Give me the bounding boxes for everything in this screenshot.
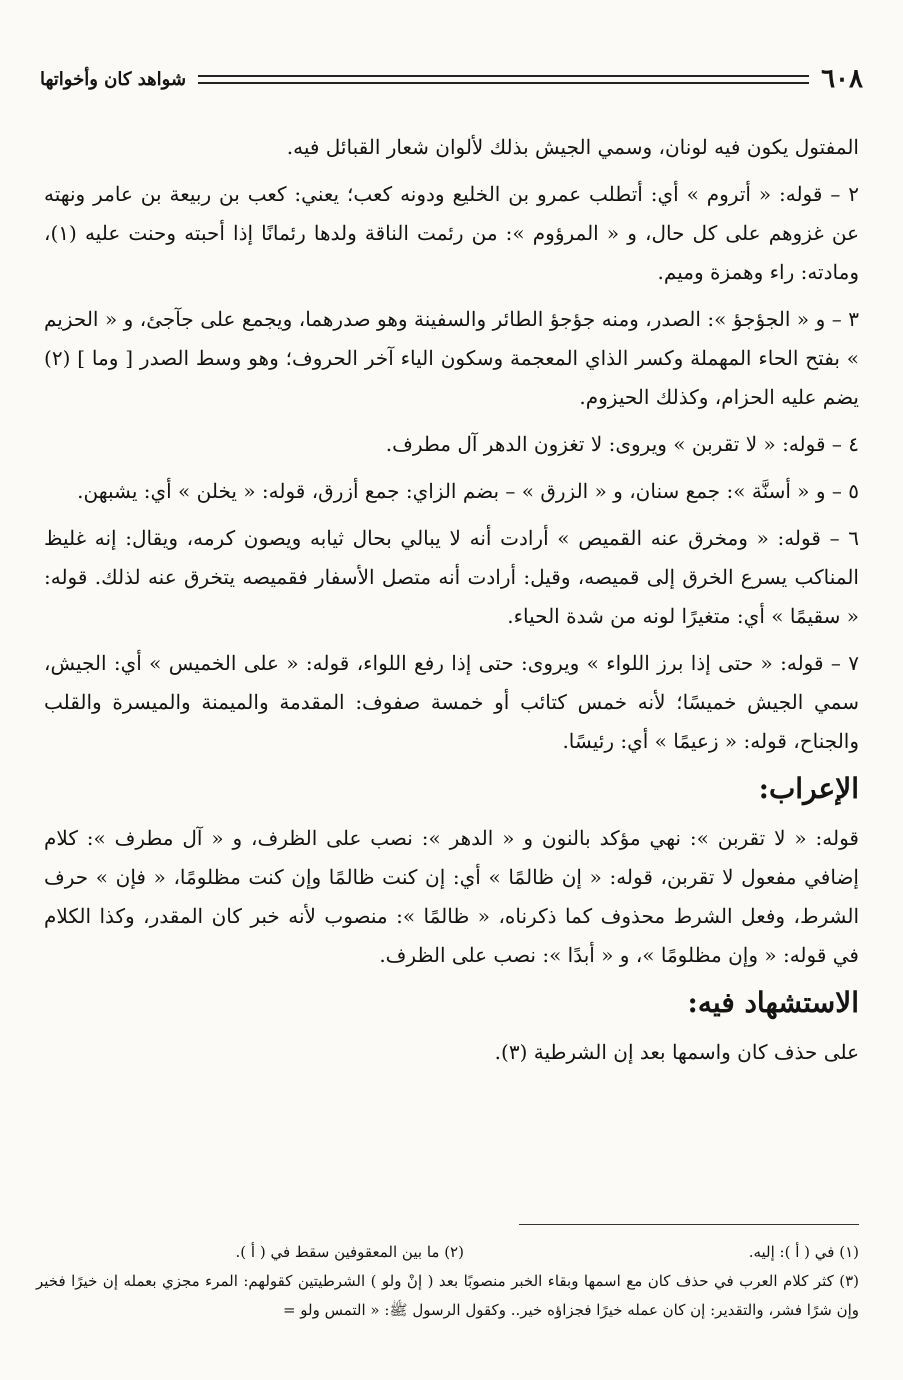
- paragraph-note-4: ٤ – قوله: « لا تقربن » ويروى: لا تغزون الدهر آل مطرف.: [385, 432, 859, 456]
- footnote-2: (٢) ما بين المعقوفين سقط في ( أ ).: [235, 1243, 464, 1261]
- paragraph-continuation: المفتول يكون فيه لونان، وسمي الجيش بذلك لألوان شعار القبائل فيه.: [286, 135, 859, 159]
- footnote-rule: [519, 1224, 859, 1225]
- istishhad-text: على حذف كان واسمها بعد إن الشرطية (٣).: [494, 1040, 859, 1064]
- section-heading-i3rab: الإعراب:: [758, 772, 859, 805]
- paragraph-note-2: ٢ – قوله: « أتروم » أي: أتطلب عمرو بن الخليع ودونه كعب؛ يعني: كعب بن ربيعة بن عامر ونهته عن غزوهم على كل حال، و « المرؤوم »: من رئمت الناقة ولدها رئمانًا إذا أحبته وحنت عليه (١)، ومادته: راء وهمزة وميم.: [44, 182, 859, 284]
- paragraph-note-3: ٣ – و « الجؤجؤ »: الصدر، ومنه جؤجؤ الطائر والسفينة وهو صدرهما، ويجمع على جآجئ، و « الحزيم » بفتح الحاء المهملة وكسر الذاي المعجمة وسكون الياء آخر الحروف؛ وهو وسط الصدر [ وما ] (٢) يضم عليه الحزام، وكذلك الحيزوم.: [44, 307, 860, 409]
- page-number: ٦٠٨: [821, 64, 863, 94]
- paragraph-note-6: ٦ – قوله: « ومخرق عنه القميص » أرادت أنه لا يبالي بحال ثيابه ويصون كرمه، ويقال: إنه غليظ المناكب يسرع الخرق إلى قميصه، وقيل: أرادت أنه متصل الأسفار فقميصه يتخرق عنه لذلك. قوله: « سقيمًا » أي: متغيرًا لونه من شدة الحياء.: [44, 526, 859, 628]
- page-header: [40, 62, 863, 96]
- main-text: [44, 128, 859, 1080]
- footnote-3: (٣) كثر كلام العرب في حذف كان مع اسمها وبقاء الخبر منصوبًا بعد ( إنْ ولو ) الشرطيتين كقولهم: المرء مجزي بعمله إن خيرًا فخير وإن شرًا فشر، والتقدير: إن كان عمله خيرًا فجزاؤه خير.. وكقول الرسول ﷺ: « التمس ولو =: [36, 1272, 859, 1319]
- paragraph-note-7: ٧ – قوله: « حتى إذا برز اللواء » ويروى: حتى إذا رفع اللواء، قوله: « على الخميس » أي: الجيش، سمي الجيش خميسًا؛ لأنه خمس كتائب أو خمسة صفوف: المقدمة والميمنة والميسرة والقلب والجناح، قوله: « زعيمًا » أي: رئيسًا.: [44, 651, 859, 753]
- section-heading-istishhad: الاستشهاد فيه:: [687, 986, 859, 1019]
- footnote-1: (١) في ( أ ): إليه.: [748, 1243, 859, 1261]
- paragraph-note-5: ٥ – و « أسنَّة »: جمع سنان، و « الزرق » – بضم الزاي: جمع أزرق، قوله: « يخلن » أي: يشبهن.: [77, 479, 859, 503]
- footnote-row: [36, 1238, 859, 1267]
- running-title: شواهد كان وأخواتها: [40, 68, 187, 90]
- header-rule: [198, 75, 809, 84]
- footnotes: [36, 1238, 859, 1325]
- i3rab-text: قوله: « لا تقربن »: نهي مؤكد بالنون و « الدهر »: نصب على الظرف، و « آل مطرف »: كلام إضافي مفعول لا تقربن، قوله: « إن ظالمًا » أي: إن كنت ظالمًا وإن كنت مظلومًا، « فإن » حرف الشرط، وفعل الشرط محذوف كما ذكرناه، « ظالمًا »: منصوب لأنه خبر كان المقدر، وكذا الكلام في قوله: « وإن مظلومًا »، و « أبدًا »: نصب على الظرف.: [44, 826, 859, 967]
